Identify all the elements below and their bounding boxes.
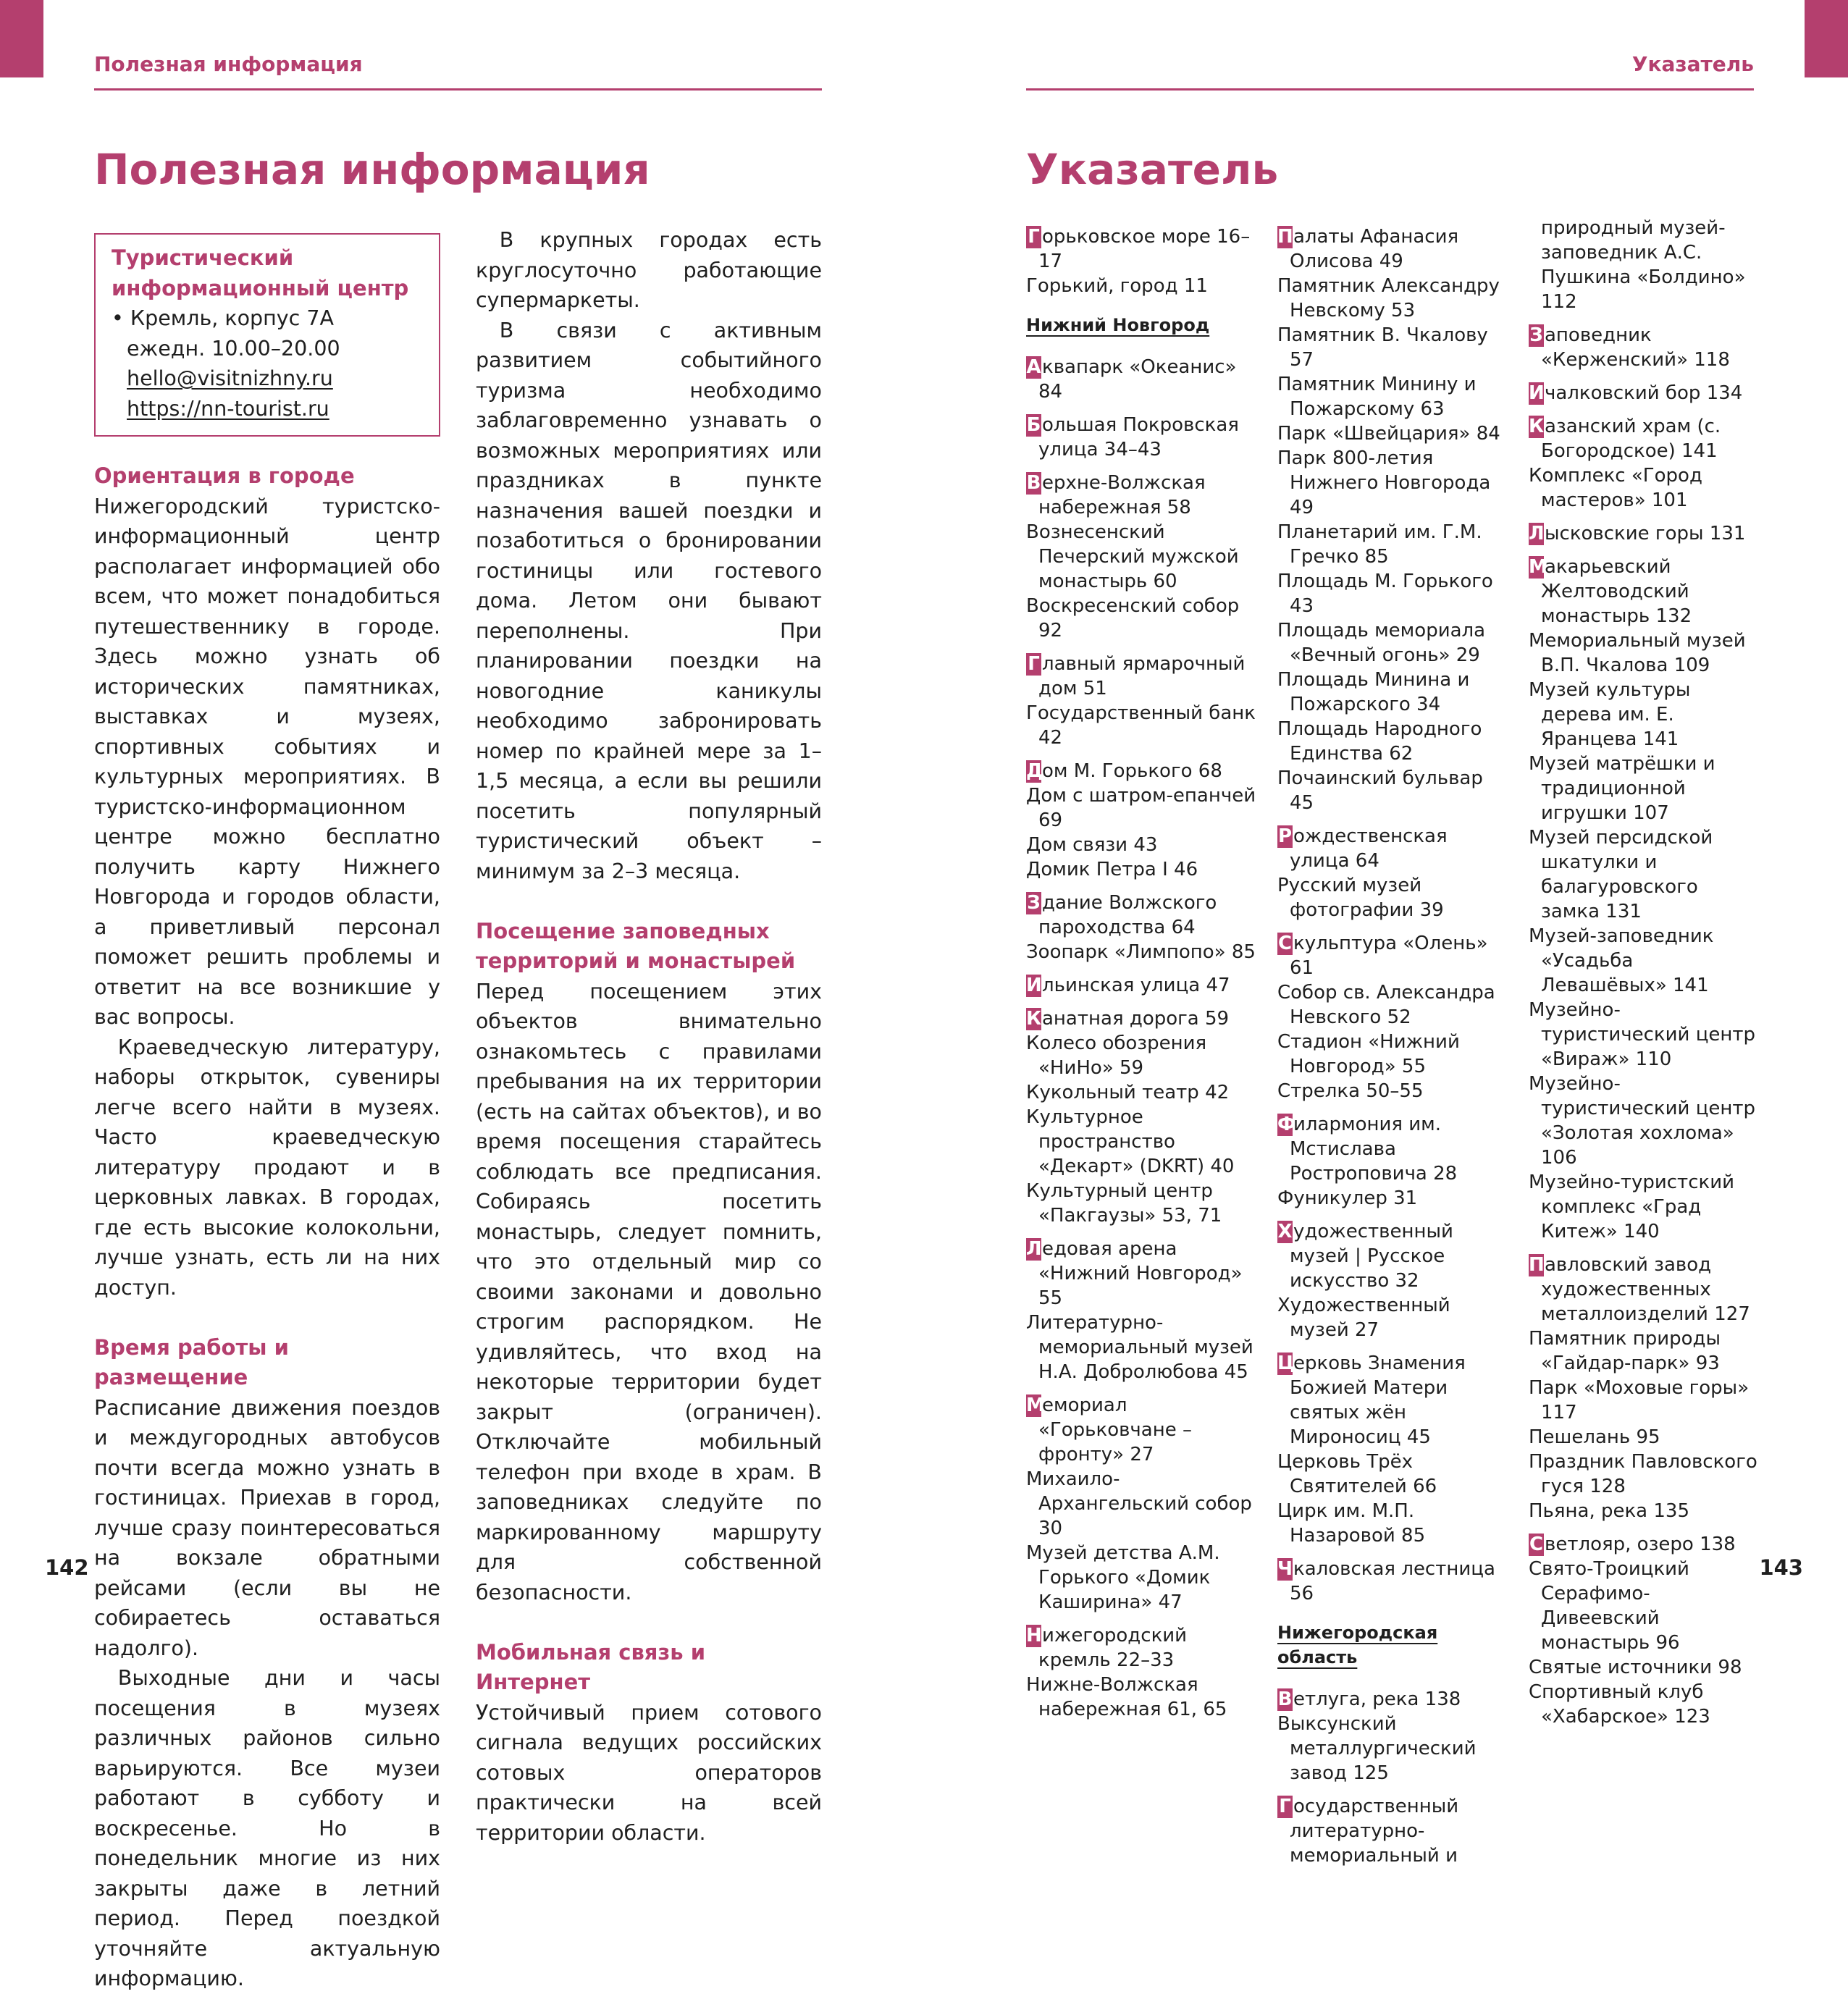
index-entry-text: Зоопарк «Лимпопо» 85 bbox=[1026, 941, 1256, 963]
index-entry-text: Литературно-мемориальный музей Н.А. Добролюбова 45 bbox=[1026, 1312, 1253, 1383]
index-entry bbox=[1026, 1467, 1256, 1541]
index-column-3 bbox=[1529, 216, 1760, 1729]
index-entry bbox=[1277, 980, 1508, 1030]
index-entry-text: Стадион «Нижний Новгород» 55 bbox=[1277, 1031, 1460, 1077]
index-entry bbox=[1529, 825, 1760, 924]
index-entry-text: Праздник Павловского гуся 128 bbox=[1529, 1451, 1757, 1497]
index-letter-marker: Ф bbox=[1277, 1114, 1296, 1135]
index-entry-text: Русский музей фотографии 39 bbox=[1277, 875, 1444, 921]
index-entry bbox=[1026, 224, 1256, 274]
index-entry bbox=[1529, 1450, 1760, 1499]
index-letter-marker: Г bbox=[1026, 653, 1041, 676]
page-title-right: Указатель bbox=[1026, 145, 1279, 194]
index-entry bbox=[1529, 216, 1760, 314]
corner-tab-right bbox=[1805, 0, 1848, 77]
index-entry bbox=[1026, 783, 1256, 833]
index-entry bbox=[1529, 1376, 1760, 1425]
heading-hours: Время работы и размещение bbox=[94, 1334, 289, 1389]
index-entry bbox=[1277, 717, 1508, 766]
index-entry bbox=[1026, 1105, 1256, 1179]
index-entry bbox=[1026, 857, 1256, 882]
index-column-1 bbox=[1026, 216, 1256, 1722]
index-entry-text: ерхне-Волжская набережная 58 bbox=[1038, 472, 1206, 518]
header-rule-right bbox=[1026, 88, 1754, 91]
index-letter-marker: Ч bbox=[1277, 1558, 1293, 1580]
index-entry-text: азанский храм (с. Богородское) 141 bbox=[1541, 416, 1721, 462]
index-entry bbox=[1277, 274, 1508, 323]
index-entry bbox=[1529, 1170, 1760, 1244]
index-entry bbox=[1529, 678, 1760, 752]
index-entry bbox=[1026, 1541, 1256, 1615]
index-entry-text: Михаило-Архангельский собор 30 bbox=[1026, 1468, 1252, 1539]
index-entry bbox=[1277, 1794, 1508, 1868]
bullet: • bbox=[112, 306, 124, 330]
index-entry bbox=[1529, 555, 1760, 628]
info-address: Кремль, корпус 7А bbox=[130, 306, 334, 330]
index-entry bbox=[1277, 668, 1508, 717]
index-entry-text: Мемориальный музей В.П. Чкалова 109 bbox=[1529, 630, 1746, 676]
index-entry-text: Собор св. Александра Невского 52 bbox=[1277, 982, 1495, 1028]
index-letter-marker: Р bbox=[1277, 825, 1293, 847]
hours-paragraph-4: В связи с активным развитием событийного туризма необходимо заблаговременно узнавать о возможных мероприятиях или праздниках в пункте назначения вашей поездки и позаботиться о бронировании гостиницы или гостевого дома. Летом они бывают переполнены. При планировании поездки на новогодние каникулы необходимо забронировать номер по крайней мере за 1–1,5 месяца, а если вы решили посетить популярный туристический объект – минимум за 2–3 месяца. bbox=[476, 318, 822, 883]
index-entry-text: Вознесенский Печерский мужской монастырь 60 bbox=[1026, 521, 1239, 592]
index-entry bbox=[1277, 1112, 1508, 1186]
index-entry-text: етлуга, река 138 bbox=[1293, 1688, 1461, 1710]
index-entry-text: Памятник природы «Гайдар-парк» 93 bbox=[1529, 1328, 1721, 1374]
running-head-left: Полезная информация bbox=[94, 52, 363, 76]
index-entry bbox=[1026, 1311, 1256, 1384]
index-entry bbox=[1026, 1623, 1256, 1673]
index-entry-text: Планетарий им. Г.М. Гречко 85 bbox=[1277, 521, 1482, 568]
index-entry bbox=[1026, 1080, 1256, 1105]
index-entry-text: алаты Афанасия Олисова 49 bbox=[1290, 226, 1459, 272]
index-entry-text: Художественный музей 27 bbox=[1277, 1295, 1450, 1341]
index-letter-marker: Л bbox=[1026, 1238, 1042, 1260]
index-entry bbox=[1277, 1030, 1508, 1079]
index-entry bbox=[1277, 931, 1508, 980]
index-entry bbox=[1529, 998, 1760, 1072]
index-entry bbox=[1026, 594, 1256, 643]
index-entry bbox=[1277, 1687, 1508, 1712]
index-entry-text: Музейно-туристический центр «Вираж» 110 bbox=[1529, 999, 1756, 1070]
index-entry bbox=[1026, 274, 1256, 298]
index-entry-text: Площадь Народного Единства 62 bbox=[1277, 718, 1482, 765]
index-entry bbox=[1277, 421, 1508, 446]
index-entry-text: ом М. Горького 68 bbox=[1042, 760, 1222, 782]
index-entry-text: Церковь Трёх Святителей 66 bbox=[1277, 1451, 1437, 1497]
index-entry-text: Комплекс «Город мастеров» 101 bbox=[1529, 465, 1702, 511]
index-entry-text: ождественская улица 64 bbox=[1290, 825, 1448, 872]
index-entry-text: Пьяна, река 135 bbox=[1529, 1500, 1690, 1522]
index-entry bbox=[1277, 1293, 1508, 1342]
index-entry bbox=[1277, 1450, 1508, 1499]
index-entry bbox=[1529, 414, 1760, 463]
index-entry-text: осударственный литературно-мемориальный и bbox=[1290, 1796, 1459, 1867]
index-entry-text: Памятник Александру Невскому 53 bbox=[1277, 275, 1500, 321]
index-entry-text: Государственный банк 42 bbox=[1026, 702, 1256, 749]
index-entry-text: Памятник Минину и Пожарскому 63 bbox=[1277, 374, 1477, 420]
index-entry bbox=[1529, 381, 1760, 405]
index-entry bbox=[1026, 520, 1256, 594]
index-entry-text: Музей детства А.М. Горького «Домик Каширина» 47 bbox=[1026, 1542, 1220, 1613]
info-email-link[interactable]: hello@visitnizhny.ru bbox=[127, 366, 333, 390]
index-region-heading: Нижегородская область bbox=[1277, 1623, 1438, 1667]
index-entry-text: природный музей-заповедник А.С. Пушкина «Болдино» 112 bbox=[1541, 217, 1746, 313]
index-entry bbox=[1277, 569, 1508, 618]
index-entry bbox=[1277, 520, 1508, 569]
index-entry-text: Культурное пространство «Декарт» (DKRT) 40 bbox=[1026, 1106, 1235, 1177]
index-letter-marker: Г bbox=[1277, 1796, 1293, 1818]
index-letter-marker: И bbox=[1529, 382, 1545, 404]
index-entry-text: Дом с шатром-епанчей 69 bbox=[1026, 785, 1256, 831]
index-entry bbox=[1026, 891, 1256, 940]
index-entry bbox=[1026, 1393, 1256, 1467]
index-letter-marker: З bbox=[1529, 324, 1543, 346]
index-entry bbox=[1026, 1237, 1256, 1311]
index-entry bbox=[1277, 1499, 1508, 1548]
index-entry bbox=[1277, 873, 1508, 922]
index-entry bbox=[1529, 1499, 1760, 1523]
mobile-paragraph: Устойчивый прием сотового сигнала ведущих российских сотовых операторов практически на всей территории области. bbox=[476, 1700, 822, 1845]
heading-reserves-2: территорий и монастырей bbox=[476, 948, 796, 973]
index-letter-marker: П bbox=[1529, 1254, 1545, 1276]
index-letter-marker: С bbox=[1277, 933, 1293, 954]
index-letter-marker: Н bbox=[1026, 1625, 1042, 1646]
index-letter-marker: П bbox=[1277, 226, 1293, 248]
index-entry bbox=[1026, 833, 1256, 857]
index-entry-text: Музей-заповедник «Усадьба Левашёвых» 141 bbox=[1529, 925, 1714, 996]
index-entry-text: Фуникулер 31 bbox=[1277, 1187, 1418, 1209]
index-entry bbox=[1529, 463, 1760, 513]
index-entry bbox=[1277, 1079, 1508, 1103]
index-entry-text: орьковское море 16–17 bbox=[1038, 226, 1251, 272]
hours-paragraph-2: Выходные дни и часы посещения в музеях различных районов сильно варьируются. Все музеи работают в субботу и воскресенье. Но в понедельник многие из них закрыты даже в летний период. Перед поездкой уточняйте актуальную информацию. bbox=[94, 1666, 440, 1990]
index-entry bbox=[1026, 471, 1256, 520]
index-entry-text: Парк «Моховые горы» 117 bbox=[1529, 1377, 1750, 1423]
index-letter-marker: И bbox=[1026, 975, 1042, 996]
index-letter-marker: Д bbox=[1026, 760, 1043, 782]
index-entry bbox=[1277, 618, 1508, 668]
index-entry-text: Пешелань 95 bbox=[1529, 1426, 1660, 1448]
index-entry-text: Площадь мемориала «Вечный огонь» 29 bbox=[1277, 620, 1486, 666]
index-letter-marker: М bbox=[1026, 1394, 1045, 1416]
index-entry-text: Музей персидской шкатулки и балагуровского замка 131 bbox=[1529, 827, 1713, 922]
index-entry-text: кульптура «Олень» 61 bbox=[1290, 933, 1488, 979]
index-entry bbox=[1529, 752, 1760, 825]
index-entry-text: Дом связи 43 bbox=[1026, 834, 1158, 856]
index-letter-marker: С bbox=[1529, 1534, 1544, 1555]
index-entry bbox=[1277, 446, 1508, 520]
index-entry bbox=[1026, 1673, 1256, 1722]
index-entry-text: едовая арена «Нижний Новгород» 55 bbox=[1038, 1238, 1243, 1309]
index-letter-marker: Х bbox=[1277, 1221, 1293, 1242]
index-entry-text: ижегородский кремль 22–33 bbox=[1038, 1625, 1188, 1671]
index-letter-marker: Ц bbox=[1277, 1353, 1295, 1374]
index-entry-text: анатная дорога 59 bbox=[1042, 1008, 1230, 1030]
index-entry bbox=[1026, 973, 1256, 998]
heading-orientation: Ориентация в городе bbox=[94, 463, 355, 488]
index-entry-text: Музейно-туристский комплекс «Град Китеж» 140 bbox=[1529, 1171, 1734, 1242]
index-entry-text: Площадь М. Горького 43 bbox=[1277, 571, 1493, 617]
index-entry-text: Цирк им. М.П. Назаровой 85 bbox=[1277, 1500, 1426, 1547]
info-website-link[interactable]: https://nn-tourist.ru bbox=[127, 396, 329, 421]
index-letter-marker: А bbox=[1026, 356, 1041, 378]
index-entry bbox=[1026, 1006, 1256, 1031]
index-entry bbox=[1529, 1072, 1760, 1170]
index-letter-marker: К bbox=[1026, 1008, 1042, 1030]
index-entry bbox=[1277, 323, 1508, 372]
index-letter-marker: М bbox=[1529, 556, 1547, 578]
page-number-left: 142 bbox=[45, 1555, 89, 1580]
orientation-paragraph-2: Краеведческую литературу, наборы открыток, сувениры легче всего найти в музеях. Часто краеведческую литературу продают и в церковных лавках. В городах, где есть высокие колокольни, лучше узнать, есть ли на них доступ. bbox=[94, 1035, 440, 1300]
index-entry-text: удожественный музей | Русское искусство 32 bbox=[1290, 1221, 1453, 1292]
index-entry bbox=[1529, 323, 1760, 372]
index-entry-text: Святые источники 98 bbox=[1529, 1657, 1742, 1678]
index-entry-text: емориал «Горьковчане – фронту» 27 bbox=[1038, 1394, 1192, 1465]
info-box-title-2: информационный центр bbox=[112, 275, 409, 300]
index-entry bbox=[1026, 1031, 1256, 1080]
index-entry bbox=[1277, 1557, 1508, 1606]
index-entry bbox=[1277, 1186, 1508, 1211]
page-number-right: 143 bbox=[1759, 1555, 1803, 1580]
index-entry bbox=[1529, 1326, 1760, 1376]
index-entry bbox=[1026, 652, 1256, 701]
index-entry-text: ерковь Знамения Божией Матери святых жён Мироносиц 45 bbox=[1290, 1353, 1466, 1448]
index-entry bbox=[1277, 372, 1508, 421]
info-box bbox=[94, 233, 440, 437]
index-letter-marker: З bbox=[1027, 892, 1041, 914]
index-entry-text: Колесо обозрения «НиНо» 59 bbox=[1026, 1032, 1207, 1079]
index-entry bbox=[1026, 701, 1256, 750]
index-entry-text: аповедник «Керженский» 118 bbox=[1541, 324, 1730, 371]
index-entry-text: каловская лестница 56 bbox=[1290, 1558, 1495, 1604]
index-entry bbox=[1026, 413, 1256, 462]
orientation-paragraph-1: Нижегородский туристско-информационный центр располагает информацией обо всем, что может понадобиться путешественнику в городе. Здесь можно узнать об исторических памятниках, выставках и музеях, спортивных событиях и культурных мероприятиях. В туристско-информационном центре можно бесплатно получить карту Нижнего Новгорода и городов области, а приветливый персонал поможет решить проблемы и ответит на все возникшие у вас вопросы. bbox=[94, 494, 440, 1029]
index-entry-text: Музейно-туристический центр «Золотая хохлома» 106 bbox=[1529, 1073, 1756, 1169]
index-letter-marker: Л bbox=[1529, 523, 1545, 544]
index-entry-text: Парк «Швейцария» 84 bbox=[1277, 423, 1500, 445]
index-entry-text: дание Волжского пароходства 64 bbox=[1038, 892, 1217, 938]
index-entry bbox=[1529, 924, 1760, 998]
index-entry bbox=[1529, 1557, 1760, 1655]
index-entry-text: Свято-Троицкий Серафимо-Дивеевский монастырь 96 bbox=[1529, 1558, 1689, 1654]
index-entry-text: Памятник В. Чкалову 57 bbox=[1277, 324, 1488, 371]
index-entry bbox=[1529, 521, 1760, 546]
heading-reserves-1: Посещение заповедных bbox=[476, 918, 770, 943]
index-entry-text: ысковские горы 131 bbox=[1545, 523, 1746, 544]
index-entry bbox=[1529, 1655, 1760, 1680]
index-entry-text: чалковский бор 134 bbox=[1545, 382, 1743, 404]
index-entry-text: Воскресенский собор 92 bbox=[1026, 595, 1240, 641]
index-entry-text: Стрелка 50–55 bbox=[1277, 1080, 1424, 1102]
index-entry-text: ветлояр, озеро 138 bbox=[1545, 1534, 1736, 1555]
index-entry-text: Почаинский бульвар 45 bbox=[1277, 767, 1483, 814]
index-entry bbox=[1026, 355, 1256, 404]
corner-tab-left bbox=[0, 0, 43, 77]
index-entry-text: лавный ярмарочный дом 51 bbox=[1038, 653, 1246, 699]
index-entry bbox=[1277, 1219, 1508, 1293]
index-entry bbox=[1277, 1712, 1508, 1785]
heading-mobile: Мобильная связь и Интернет bbox=[476, 1639, 706, 1694]
index-entry bbox=[1529, 1425, 1760, 1450]
index-entry-text: Выксунский металлургический завод 125 bbox=[1277, 1713, 1477, 1784]
index-entry-text: Домик Петра I 46 bbox=[1026, 859, 1198, 880]
index-entry bbox=[1277, 824, 1508, 873]
index-entry-text: акарьевский Желтоводский монастырь 132 bbox=[1541, 556, 1692, 627]
index-entry-text: Кукольный театр 42 bbox=[1026, 1082, 1230, 1103]
index-column-2 bbox=[1277, 216, 1508, 1868]
index-entry bbox=[1529, 1253, 1760, 1326]
page-title-left: Полезная информация bbox=[94, 145, 650, 194]
index-entry bbox=[1529, 1680, 1760, 1729]
left-column-2 bbox=[476, 225, 822, 1848]
header-rule-left bbox=[94, 88, 822, 91]
index-entry bbox=[1277, 766, 1508, 815]
index-entry bbox=[1026, 759, 1256, 783]
index-entry-text: Спортивный клуб «Хабарское» 123 bbox=[1529, 1681, 1710, 1728]
index-entry-text: илармония им. Мстислава Ростроповича 28 bbox=[1290, 1114, 1458, 1185]
index-entry-text: Музей матрёшки и традиционной игрушки 107 bbox=[1529, 753, 1715, 824]
running-head-right: Указатель bbox=[1631, 52, 1754, 76]
index-letter-marker: К bbox=[1529, 416, 1545, 437]
index-entry-text: Культурный центр «Пакгаузы» 53, 71 bbox=[1026, 1180, 1222, 1227]
index-entry-text: квапарк «Океанис» 84 bbox=[1038, 356, 1237, 403]
info-box-title-1: Туристический bbox=[112, 245, 294, 270]
index-entry-text: Музей культуры дерева им. Е. Яранцева 141 bbox=[1529, 679, 1691, 750]
index-letter-marker: В bbox=[1026, 472, 1041, 494]
index-entry-text: авловский завод художественных металлоизделий 127 bbox=[1541, 1254, 1750, 1325]
info-hours: ежедн. 10.00–20.00 bbox=[127, 336, 340, 361]
index-entry bbox=[1026, 940, 1256, 964]
index-entry bbox=[1026, 1179, 1256, 1228]
index-entry-text: Площадь Минина и Пожарского 34 bbox=[1277, 669, 1470, 715]
hours-paragraph-1: Расписание движения поездов и междугородных автобусов почти всегда можно узнать в гостиницах. Приехав в город, лучше сразу поинтересоваться на вокзале обратными рейсами (если вы не собираетесь оставаться надолго). bbox=[94, 1395, 440, 1660]
index-entry-text: льинская улица 47 bbox=[1042, 975, 1230, 996]
index-entry-text: Горький, город 11 bbox=[1026, 275, 1208, 297]
index-entry-text: ольшая Покровская улица 34–43 bbox=[1038, 414, 1239, 460]
index-region-heading: Нижний Новгород bbox=[1026, 315, 1210, 335]
hours-paragraph-3: В крупных городах есть круглосуточно работающие супермаркеты. bbox=[476, 228, 822, 312]
index-entry bbox=[1277, 1351, 1508, 1450]
index-letter-marker: В bbox=[1277, 1688, 1293, 1710]
index-entry bbox=[1277, 224, 1508, 274]
index-entry-text: Нижне-Волжская набережная 61, 65 bbox=[1026, 1674, 1227, 1720]
reserves-paragraph: Перед посещением этих объектов внимательно ознакомьтесь с правилами пребывания на их территории (есть на сайтах объектов), и во время посещения старайтесь соблюдать все предписания. Собираясь посетить монастырь, следует помнить, что это отдельный мир со своими законами и довольно строгим распорядком. Не удивляйтесь, что вход на некоторые территории будет закрыт (ограничен). Отключайте мобильный телефон при входе в храм. В заповедниках следуйте по маркированному маршруту для собственной безопасности. bbox=[476, 979, 822, 1604]
index-entry bbox=[1529, 1532, 1760, 1557]
index-letter-marker: Б bbox=[1026, 414, 1041, 436]
index-entry bbox=[1529, 628, 1760, 678]
index-letter-marker: Г bbox=[1026, 226, 1041, 248]
left-column-1 bbox=[94, 233, 440, 1994]
index-entry-text: Парк 800-летия Нижнего Новгорода 49 bbox=[1277, 447, 1491, 518]
